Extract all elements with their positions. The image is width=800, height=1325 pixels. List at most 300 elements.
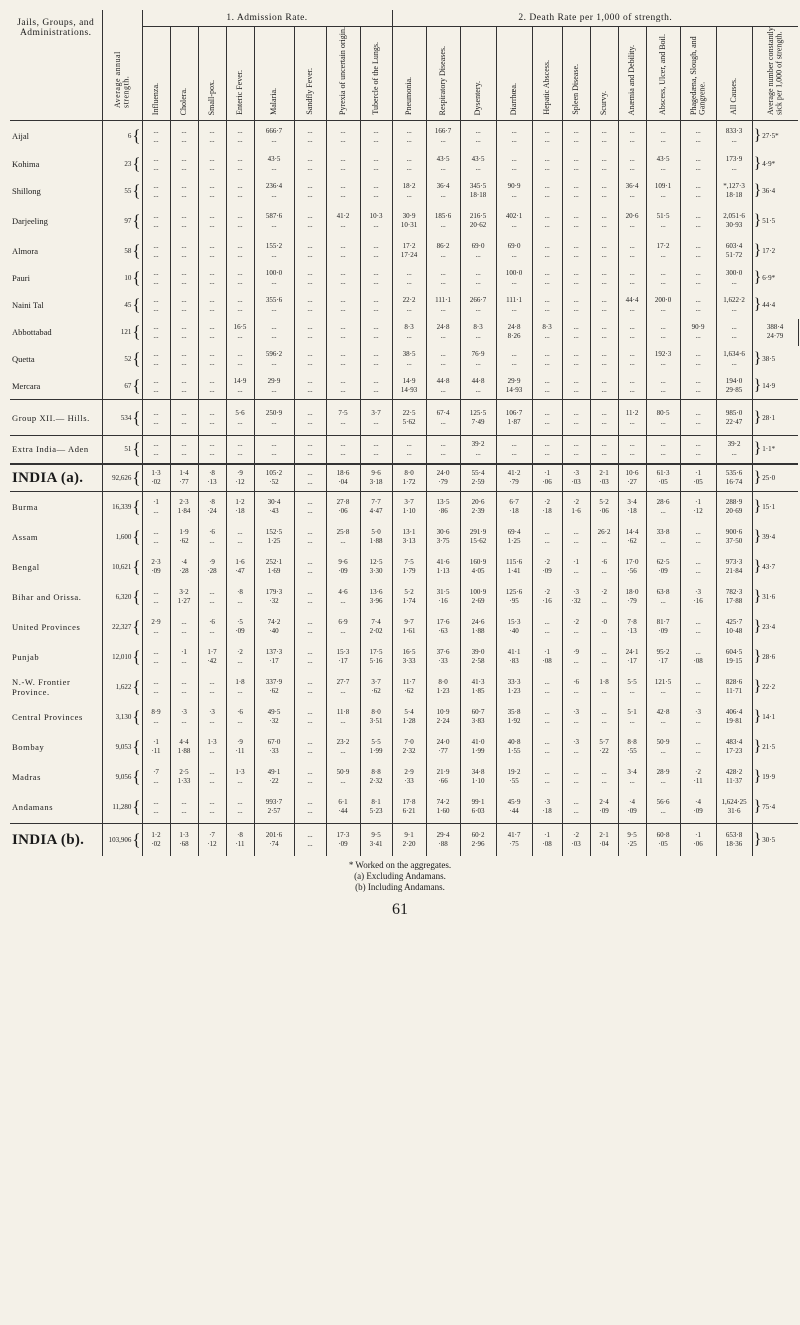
data-cell [142, 151, 170, 178]
death-value: ... [440, 449, 446, 458]
admission-value: ·8 [237, 830, 243, 839]
sick-value: 6·9* [762, 274, 776, 282]
death-value: ... [629, 251, 635, 259]
admission-value: ... [153, 182, 159, 190]
data-cell [226, 522, 254, 552]
death-value: ·11 [235, 746, 245, 755]
data-cell [170, 319, 198, 346]
table-row [10, 522, 798, 552]
col-header-19: All Causes. [716, 27, 752, 121]
death-value: ... [181, 332, 187, 340]
admission-value: 3·4 [627, 767, 637, 776]
data-cell [254, 702, 294, 732]
death-value: ... [340, 596, 346, 605]
row-label: United Provinces [12, 621, 81, 632]
admission-value: ... [340, 269, 346, 277]
data-cell [326, 464, 360, 492]
admission-value: 27·7 [336, 677, 350, 686]
sick-cell: } 6·9* [752, 265, 798, 292]
admission-value: ... [209, 212, 215, 220]
death-value: ... [340, 776, 346, 785]
death-value: 18·36 [725, 839, 743, 848]
death-value: ·62 [371, 686, 381, 695]
admission-value: 266·7 [469, 296, 487, 304]
data-cell [254, 552, 294, 582]
admission-value: 44·8 [436, 376, 450, 385]
data-cell [226, 464, 254, 492]
death-value: ... [544, 536, 550, 545]
admission-value: 192·3 [654, 350, 672, 358]
admission-value: ... [307, 830, 313, 839]
admission-value: ... [181, 617, 187, 626]
admission-value: 80·5 [656, 408, 670, 417]
strength-value: 55 [124, 187, 132, 195]
data-cell [716, 582, 752, 612]
data-cell [562, 522, 590, 552]
admission-value: ·6 [209, 617, 215, 626]
data-cell [716, 436, 752, 464]
death-value: ... [573, 626, 579, 635]
data-cell [562, 121, 590, 151]
death-value: ... [601, 221, 607, 229]
death-value: ·05 [658, 839, 668, 848]
death-value: 3·13 [402, 536, 416, 545]
data-cell [426, 792, 460, 824]
death-value: ... [629, 776, 635, 785]
data-cell [198, 121, 226, 151]
admission-value: ... [340, 323, 346, 331]
death-value: 10·48 [725, 626, 743, 635]
data-cell [426, 642, 460, 672]
data-cell [646, 824, 680, 856]
death-value: ·55 [509, 776, 519, 785]
data-cell [496, 612, 532, 642]
admission-value: ... [181, 182, 187, 190]
data-cell [562, 265, 590, 292]
data-cell [590, 346, 618, 373]
death-value: ... [340, 332, 346, 340]
death-value: ·32 [269, 716, 279, 725]
data-cell [460, 238, 496, 265]
admission-value: ·1 [695, 830, 701, 839]
admission-value: ... [340, 126, 346, 135]
admission-value: ... [511, 350, 517, 358]
admission-value: 27·8 [336, 497, 350, 506]
data-cell [496, 436, 532, 464]
data-cell [198, 672, 226, 702]
admission-value: ... [601, 376, 607, 385]
admission-value: ... [731, 323, 737, 331]
sick-value: 31·6 [762, 592, 776, 601]
death-value: ... [307, 359, 313, 367]
admission-value: 16·5 [233, 323, 247, 331]
admission-value: ·1 [544, 830, 550, 839]
admission-value: ·3 [544, 798, 550, 807]
sick-cell: } 27·5* [752, 121, 798, 151]
death-value: ... [544, 776, 550, 785]
table-row [10, 292, 798, 319]
admission-value: ·3 [573, 707, 579, 716]
death-value: ·32 [571, 596, 581, 605]
death-value: 1·10 [402, 506, 416, 515]
death-value: 5·62 [402, 417, 416, 426]
death-value: 3·18 [369, 477, 383, 486]
death-value: ... [601, 596, 607, 605]
death-value: ·02 [151, 477, 161, 486]
admission-value: ... [153, 440, 159, 449]
admission-value: ... [544, 155, 550, 163]
data-cell [680, 292, 716, 319]
admission-value: 125·5 [469, 408, 487, 417]
table-row [10, 672, 798, 702]
admission-value: ·1 [695, 497, 701, 506]
death-value: 6·03 [471, 807, 485, 816]
death-value: 21·84 [725, 566, 743, 575]
death-value: ... [153, 385, 159, 394]
death-value: ·88 [438, 839, 448, 848]
data-cell [532, 762, 562, 792]
admission-value: 7·5 [338, 408, 348, 417]
death-value: ... [406, 164, 412, 172]
death-value: ... [307, 305, 313, 313]
data-cell [254, 824, 294, 856]
death-value: ... [271, 164, 277, 172]
admission-value: 23·2 [336, 737, 350, 746]
sick-cell: } 28·6 [752, 642, 798, 672]
admission-value: ... [601, 155, 607, 163]
strength-value: 1,600 [115, 532, 132, 541]
death-value: ... [209, 716, 215, 725]
data-cell [170, 178, 198, 205]
death-value: ... [731, 449, 737, 458]
data-cell [198, 522, 226, 552]
strength-cell: 45 { [102, 292, 142, 319]
data-cell [198, 400, 226, 436]
death-value: ... [307, 221, 313, 229]
data-cell [680, 702, 716, 732]
admission-value: 31·5 [436, 587, 450, 596]
death-value: ... [629, 191, 635, 199]
data-cell [226, 319, 254, 346]
admission-value: ... [475, 126, 481, 135]
admission-value: ·3 [181, 707, 187, 716]
admission-value: 337·9 [265, 677, 283, 686]
admission-value: ... [307, 296, 313, 304]
death-value: ... [511, 221, 517, 229]
death-value: ... [307, 251, 313, 259]
admission-value: 3·7 [404, 497, 414, 506]
admission-value: 8·3 [473, 323, 483, 331]
data-cell [590, 824, 618, 856]
data-cell [646, 792, 680, 824]
admission-value: 666·7 [265, 126, 283, 135]
col-header-10: Respiratory Diseases. [426, 27, 460, 121]
data-cell [646, 582, 680, 612]
admission-value: ·2 [544, 497, 550, 506]
death-value: ·63 [438, 626, 448, 635]
admission-value: ... [544, 617, 550, 626]
admission-value: 69·0 [507, 242, 521, 250]
admission-value: ... [573, 350, 579, 358]
admission-value: 43·5 [471, 155, 485, 163]
admission-value: 41·2 [507, 468, 521, 477]
data-cell [360, 702, 392, 732]
strength-cell: 11,280 { [102, 792, 142, 824]
death-value: 2·58 [471, 656, 485, 665]
death-value: ·05 [693, 477, 703, 486]
data-cell [392, 121, 426, 151]
death-value: ... [660, 278, 666, 286]
admission-value: ... [307, 323, 313, 331]
admission-value: ... [271, 323, 277, 331]
data-cell [618, 346, 646, 373]
data-cell [618, 319, 646, 346]
death-value: ... [695, 221, 701, 229]
death-value: ·44 [509, 807, 519, 816]
admission-value: ... [307, 269, 313, 277]
admission-value: 69·4 [507, 527, 521, 536]
data-cell [226, 824, 254, 856]
data-cell [646, 732, 680, 762]
admission-value: *,127·3 [723, 182, 745, 190]
death-value: 14·93 [400, 385, 418, 394]
data-cell [326, 702, 360, 732]
death-value: ... [544, 191, 550, 199]
admission-value: 121·5 [654, 677, 672, 686]
death-value: ... [731, 359, 737, 367]
death-value: ... [601, 776, 607, 785]
admission-value: ... [340, 182, 346, 190]
data-cell [326, 672, 360, 702]
death-value: ... [660, 776, 666, 785]
death-value: ·56 [627, 566, 637, 575]
admission-value: ... [544, 269, 550, 277]
admission-value: 106·7 [505, 408, 523, 417]
admission-value: 9·6 [371, 468, 381, 477]
data-cell [142, 702, 170, 732]
death-value: ... [209, 596, 215, 605]
admission-value: 17·6 [436, 617, 450, 626]
death-value: ... [544, 164, 550, 172]
sick-value: 14·1 [762, 712, 776, 721]
admission-value: ... [601, 350, 607, 358]
admission-value: ·9 [237, 737, 243, 746]
admission-value: ... [181, 212, 187, 220]
death-value: ... [544, 135, 550, 144]
admission-value: 95·2 [656, 647, 670, 656]
data-cell [294, 464, 326, 492]
death-value: ... [373, 385, 379, 394]
data-cell [716, 792, 752, 824]
data-cell [590, 178, 618, 205]
death-value: ... [209, 536, 215, 545]
data-cell [142, 732, 170, 762]
table-row [10, 346, 798, 373]
death-value: 1·69 [267, 566, 281, 575]
admission-value: ... [237, 350, 243, 358]
data-cell [460, 732, 496, 762]
admission-value: ·1 [695, 468, 701, 477]
data-cell [326, 319, 360, 346]
data-cell [294, 436, 326, 464]
death-value: 29·85 [725, 385, 743, 394]
data-cell [460, 319, 496, 346]
data-cell [426, 265, 460, 292]
death-value: ... [153, 626, 159, 635]
table-row [10, 151, 798, 178]
data-cell [680, 436, 716, 464]
admission-value: ... [573, 296, 579, 304]
data-cell [590, 522, 618, 552]
death-value: ... [660, 807, 666, 816]
data-cell [392, 552, 426, 582]
admission-value: ... [544, 527, 550, 536]
admission-value: 125·6 [505, 587, 523, 596]
death-value: ... [601, 686, 607, 695]
data-cell [618, 492, 646, 522]
data-cell [226, 238, 254, 265]
death-value: ... [209, 746, 215, 755]
data-cell [680, 672, 716, 702]
sick-value: 1·1* [762, 445, 776, 454]
data-cell [532, 612, 562, 642]
death-value: ... [340, 449, 346, 458]
admission-value: ... [695, 296, 701, 304]
admission-value: ... [209, 126, 215, 135]
admission-value: ... [307, 350, 313, 358]
data-cell [562, 824, 590, 856]
table-row [10, 702, 798, 732]
admission-value: 40·8 [507, 737, 521, 746]
death-value: ... [660, 221, 666, 229]
data-cell [618, 522, 646, 552]
admission-value: ... [181, 242, 187, 250]
admission-value: 1,622·2 [723, 296, 745, 304]
data-cell [198, 792, 226, 824]
death-value: ... [544, 449, 550, 458]
admission-value: 8·3 [542, 323, 552, 331]
admission-value: 185·6 [434, 212, 452, 220]
strength-value: 51 [124, 445, 132, 454]
admission-value: ... [544, 296, 550, 304]
data-cell [392, 522, 426, 552]
data-cell [680, 824, 716, 856]
death-value: ... [629, 135, 635, 144]
data-cell [142, 762, 170, 792]
admission-value: ... [209, 767, 215, 776]
death-value: ... [237, 332, 243, 340]
data-cell [646, 522, 680, 552]
data-cell [426, 672, 460, 702]
data-cell [360, 464, 392, 492]
death-value: ·18 [235, 506, 245, 515]
admission-value: 41·2 [336, 212, 350, 220]
admission-value: 300·0 [725, 269, 743, 277]
admission-value: ... [573, 269, 579, 277]
death-value: ... [209, 191, 215, 199]
admission-value: ... [511, 126, 517, 135]
strength-cell: 6 { [102, 121, 142, 151]
admission-value: ... [181, 677, 187, 686]
death-value: ... [475, 359, 481, 367]
data-cell [680, 792, 716, 824]
admission-value: ... [209, 440, 215, 449]
death-value: ... [237, 417, 243, 426]
admission-value: 985·0 [725, 408, 743, 417]
admission-value: 11·2 [625, 408, 639, 417]
death-value: ... [181, 359, 187, 367]
admission-value: ·9 [237, 468, 243, 477]
data-cell [426, 121, 460, 151]
data-cell [426, 732, 460, 762]
admission-value: 17·8 [402, 798, 416, 807]
data-cell [326, 151, 360, 178]
death-value: ·68 [179, 839, 189, 848]
death-value: ... [573, 776, 579, 785]
data-cell [496, 292, 532, 319]
death-value: ... [544, 305, 550, 313]
death-value: ... [181, 221, 187, 229]
death-value: ... [511, 278, 517, 286]
admission-value: 10·3 [369, 212, 383, 220]
death-value: ... [271, 191, 277, 199]
admission-value: 24·8 [507, 323, 521, 331]
admission-value: ... [209, 182, 215, 190]
data-cell [426, 178, 460, 205]
data-cell [142, 582, 170, 612]
death-value: 20·69 [725, 506, 743, 515]
strength-value: 92,626 [112, 473, 132, 482]
admission-value: 4·4 [179, 737, 189, 746]
admission-value: 8·8 [627, 737, 637, 746]
data-cell [170, 265, 198, 292]
strength-value: 16,339 [112, 502, 132, 511]
death-value: 1·72 [402, 477, 416, 486]
data-cell [562, 436, 590, 464]
admission-value: ... [373, 296, 379, 304]
admission-value: ... [209, 242, 215, 250]
data-cell [716, 346, 752, 373]
data-cell [532, 522, 562, 552]
death-value: 1·27 [177, 596, 191, 605]
death-value: ... [601, 135, 607, 144]
admission-value: 15·3 [507, 617, 521, 626]
data-cell [496, 492, 532, 522]
death-value: ·40 [269, 626, 279, 635]
admission-value: ... [573, 323, 579, 331]
row-label: INDIA (a). [10, 464, 102, 492]
sick-cell: } 30·5 [752, 824, 798, 856]
data-cell [532, 436, 562, 464]
admission-value: 18·2 [402, 182, 416, 190]
data-cell [618, 151, 646, 178]
death-value: ... [511, 164, 517, 172]
death-value: ... [573, 359, 579, 367]
death-value: ... [307, 656, 313, 665]
data-cell [198, 642, 226, 672]
sick-value: 30·5 [762, 835, 776, 844]
admission-rate-header: 1. Admission Rate. [142, 10, 392, 27]
admission-value: 7·0 [404, 737, 414, 746]
data-cell [646, 612, 680, 642]
strength-value: 121 [120, 328, 132, 336]
strength-cell: 92,626 { [102, 464, 142, 492]
admission-value: 5·5 [627, 677, 637, 686]
death-value: ·09 [627, 807, 637, 816]
data-cell [326, 265, 360, 292]
col-header-18: Phagedæna, Slough, and Gangrene. [680, 27, 716, 121]
admission-value: 56·6 [656, 798, 670, 807]
